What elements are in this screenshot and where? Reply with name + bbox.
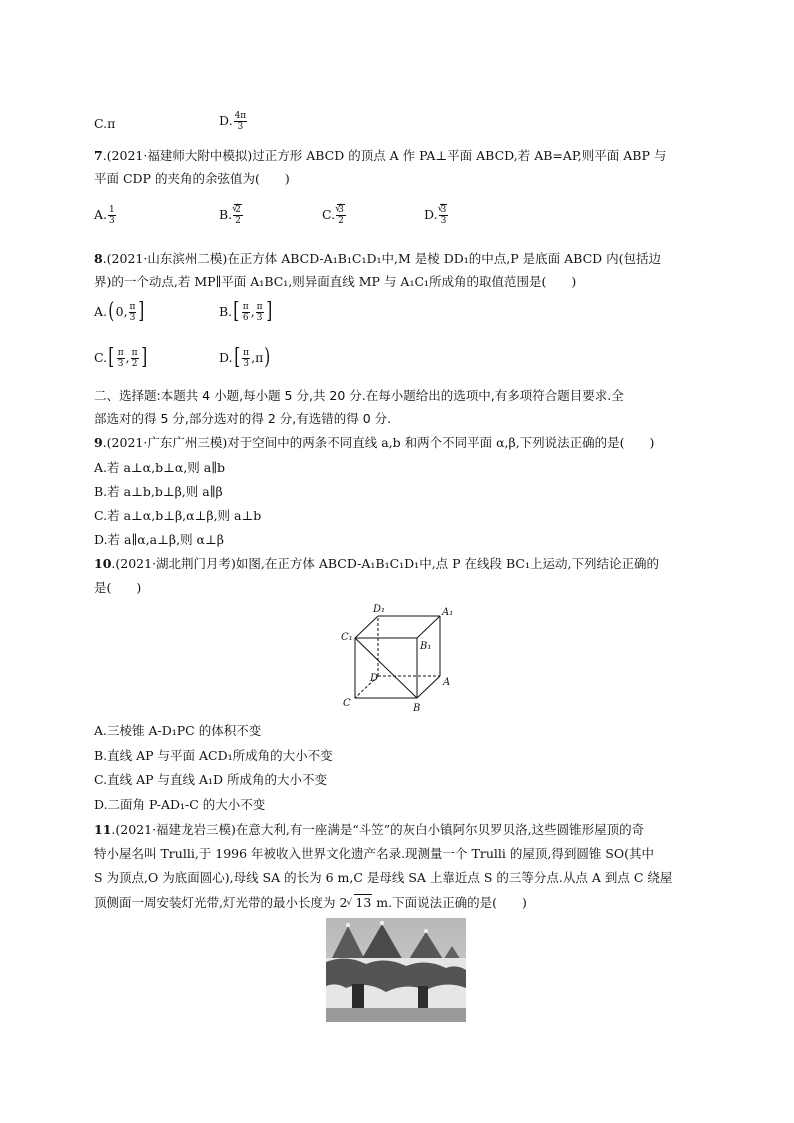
q11-stem-line4 xyxy=(94,894,527,912)
q10-option-b[interactable]: B.直线 AP 与平面 ACD₁所成角的大小不变 xyxy=(94,748,333,763)
edge-c1-d1 xyxy=(355,616,378,638)
q11-stem-line2: 特小屋名叫 Trulli,于 1996 年被收入世界文化遗产名录.现测量一个 Trulli 的屋顶,得到圆锥 SO(其中 xyxy=(94,846,654,861)
interval-left-bracket: [ xyxy=(108,345,115,370)
interval-end: π xyxy=(255,350,264,365)
label-c1: C₁ xyxy=(341,632,353,643)
interval-right-bracket: ] xyxy=(265,299,272,324)
fraction xyxy=(242,302,250,323)
interval-left-bracket: ( xyxy=(108,299,115,324)
interval-separator: , xyxy=(125,350,130,365)
roof-pinnacle-center xyxy=(380,921,384,925)
fraction-denominator: 3 xyxy=(243,358,249,369)
fraction-denominator: 6 xyxy=(242,312,249,323)
q11-stem-line1 xyxy=(94,821,644,839)
q9-stem xyxy=(94,434,654,452)
q6-option-d-fraction xyxy=(234,111,248,132)
q8-option-c[interactable] xyxy=(94,346,148,370)
diagonal-c1-b xyxy=(355,638,417,698)
q10-stem-line2: 是( ) xyxy=(94,580,142,595)
option-prefix: C. xyxy=(94,350,108,365)
fraction-numerator: π xyxy=(129,301,136,312)
fraction-denominator: 3 xyxy=(117,358,124,369)
interval-left-bracket: [ xyxy=(233,345,240,370)
q7-option-a[interactable] xyxy=(94,205,116,226)
trulli-photo xyxy=(326,918,466,1022)
fraction-denominator: 3 xyxy=(237,122,244,132)
question-number: 9 xyxy=(94,435,103,450)
q7-option-b[interactable] xyxy=(219,205,243,226)
fraction-denominator: 2 xyxy=(235,216,241,226)
radicand: 13 xyxy=(355,895,372,910)
question-number: 7 xyxy=(94,148,103,163)
sqrt-numerator xyxy=(336,205,346,216)
label-d: D xyxy=(370,673,379,684)
section2-instructions-line1: 二、选择题:本题共 4 小题,每小题 5 分,共 20 分.在每小题给出的选项中,有多项符合题目要求.全 xyxy=(94,388,624,403)
sqrt-numerator xyxy=(233,205,243,216)
fraction-denominator: 3 xyxy=(109,216,115,226)
interval-right-bracket: ] xyxy=(138,299,145,324)
option-prefix: C. xyxy=(322,207,336,222)
fraction-denominator: 3 xyxy=(440,216,447,226)
label-b1: B₁ xyxy=(420,641,432,652)
q11-stem-text: .(2021·福建龙岩三模)在意大利,有一座满是“斗笠”的灰白小镇阿尔贝罗贝洛,这些圆锥形屋顶的奇 xyxy=(111,822,645,837)
fraction-denominator: 3 xyxy=(129,312,136,323)
fraction xyxy=(439,205,449,226)
fraction-numerator: π xyxy=(117,347,124,358)
fraction-denominator: 2 xyxy=(338,216,344,226)
option-prefix: B. xyxy=(219,304,233,319)
fraction-numerator: π xyxy=(242,301,249,312)
question-number: 10 xyxy=(94,556,112,571)
option-prefix: A. xyxy=(94,207,108,222)
q9-option-a[interactable]: A.若 a⊥α,b⊥α,则 a∥b xyxy=(94,460,225,475)
fraction-denominator: 3 xyxy=(256,312,263,323)
q7-stem-text: .(2021·福建师大附中模拟)过正方形 ABCD 的顶点 A 作 PA⊥平面 ABCD,若 AB=AP,则平面 ABP 与 xyxy=(102,148,667,163)
fraction-numerator: π xyxy=(256,301,263,312)
sqrt-numerator xyxy=(439,205,449,216)
label-b: B xyxy=(413,703,421,713)
q8-option-a[interactable] xyxy=(94,300,146,324)
q7-option-d[interactable] xyxy=(424,205,448,226)
photo-ground xyxy=(326,1008,466,1022)
fraction xyxy=(233,205,243,226)
label-d1: D₁ xyxy=(373,604,386,615)
q6-option-d-prefix: D. xyxy=(219,113,233,128)
fraction-numerator: π xyxy=(131,347,138,358)
q10-option-d[interactable]: D.二面角 P-AD₁-C 的大小不变 xyxy=(94,797,266,812)
fraction-denominator: 2 xyxy=(131,358,138,369)
q8-option-d[interactable] xyxy=(219,346,272,370)
q7-stem-line1 xyxy=(94,147,666,165)
q10-stem-text: .(2021·湖北荆门月考)如图,在正方体 ABCD-A₁B₁C₁D₁中,点 P 在线段 BC₁上运动,下列结论正确的 xyxy=(111,556,659,571)
q10-option-a[interactable]: A.三棱锥 A-D₁PC 的体积不变 xyxy=(94,723,262,738)
interval-separator: , xyxy=(123,304,128,319)
q8-stem-line2: 界)的一个动点,若 MP∥平面 A₁BC₁,则异面直线 MP 与 A₁C₁所成角的取值范围是( ) xyxy=(94,274,577,289)
cube-figure xyxy=(340,601,460,713)
question-number: 11 xyxy=(94,822,112,837)
q6-option-c[interactable]: C.π xyxy=(94,116,116,131)
radicand: 3 xyxy=(440,205,447,215)
q9-option-b[interactable]: B.若 a⊥b,b⊥β,则 a∥β xyxy=(94,484,223,499)
fraction-numerator: 4π xyxy=(234,111,247,121)
q8-stem-line1 xyxy=(94,250,661,268)
q11-stem-line3: S 为顶点,O 为底面圆心),母线 SA 的长为 6 m,C 是母线 SA 上靠近点 S 的三等分点.从点 A 到点 C 绕屋 xyxy=(94,870,673,885)
interval-right-bracket: ] xyxy=(140,345,147,370)
q9-stem-text: .(2021·广东广州三模)对于空间中的两条不同直线 a,b 和两个不同平面 α,β,下列说法正确的是( ) xyxy=(102,435,655,450)
section2-instructions-line2: 部选对的得 5 分,部分选对的得 2 分,有选错的得 0 分. xyxy=(94,411,392,426)
radicand: 3 xyxy=(338,205,344,215)
edge-b-a xyxy=(417,676,440,698)
fraction-numerator: π xyxy=(243,347,250,358)
option-prefix: A. xyxy=(94,304,108,319)
fraction xyxy=(256,302,264,323)
q9-option-d[interactable]: D.若 a∥α,a⊥β,则 α⊥β xyxy=(94,532,224,547)
fraction xyxy=(129,302,137,323)
fraction xyxy=(242,348,250,369)
option-prefix: B. xyxy=(219,207,233,222)
interval-right-bracket: ) xyxy=(264,345,271,370)
q9-option-c[interactable]: C.若 a⊥α,b⊥β,α⊥β,则 a⊥b xyxy=(94,508,262,523)
fraction-numerator: 1 xyxy=(109,205,115,215)
sqrt-expression xyxy=(347,895,372,910)
roof-pinnacle-left xyxy=(346,923,350,927)
door-right xyxy=(418,986,428,1008)
interval-start: 0 xyxy=(115,304,124,319)
fraction xyxy=(336,205,346,226)
label-a1: A₁ xyxy=(442,607,454,618)
fraction xyxy=(108,205,116,226)
interval-separator: , xyxy=(250,304,255,319)
radicand: 2 xyxy=(235,205,241,215)
question-number: 8 xyxy=(94,251,103,266)
q8-stem-text: .(2021·山东滨州二模)在正方体 ABCD-A₁B₁C₁D₁中,M 是棱 DD₁的中点,P 是底面 ABCD 内(包括边 xyxy=(102,251,662,266)
roof-pinnacle-right xyxy=(424,929,428,933)
edge-a1-b1 xyxy=(417,616,440,638)
fraction xyxy=(117,348,125,369)
q10-stem-line1 xyxy=(94,555,659,573)
q11-stem-text: 顶侧面一周安装灯光带,灯光带的最小长度为 2 xyxy=(94,895,348,910)
q8-option-b[interactable] xyxy=(219,300,273,324)
q7-stem-line2: 平面 CDP 的夹角的余弦值为( ) xyxy=(94,171,290,186)
q7-option-c[interactable] xyxy=(322,205,346,226)
label-c: C xyxy=(343,698,351,709)
q6-option-d[interactable] xyxy=(219,111,247,132)
label-a: A xyxy=(443,677,451,688)
option-prefix: D. xyxy=(219,350,233,365)
interval-left-bracket: [ xyxy=(233,299,240,324)
interval-separator: , xyxy=(251,350,256,365)
door-left xyxy=(352,984,364,1008)
q11-stem-text: m.下面说法正确的是( ) xyxy=(372,895,527,910)
option-prefix: D. xyxy=(424,207,438,222)
q10-option-c[interactable]: C.直线 AP 与直线 A₁D 所成角的大小不变 xyxy=(94,772,327,787)
fraction xyxy=(131,348,139,369)
